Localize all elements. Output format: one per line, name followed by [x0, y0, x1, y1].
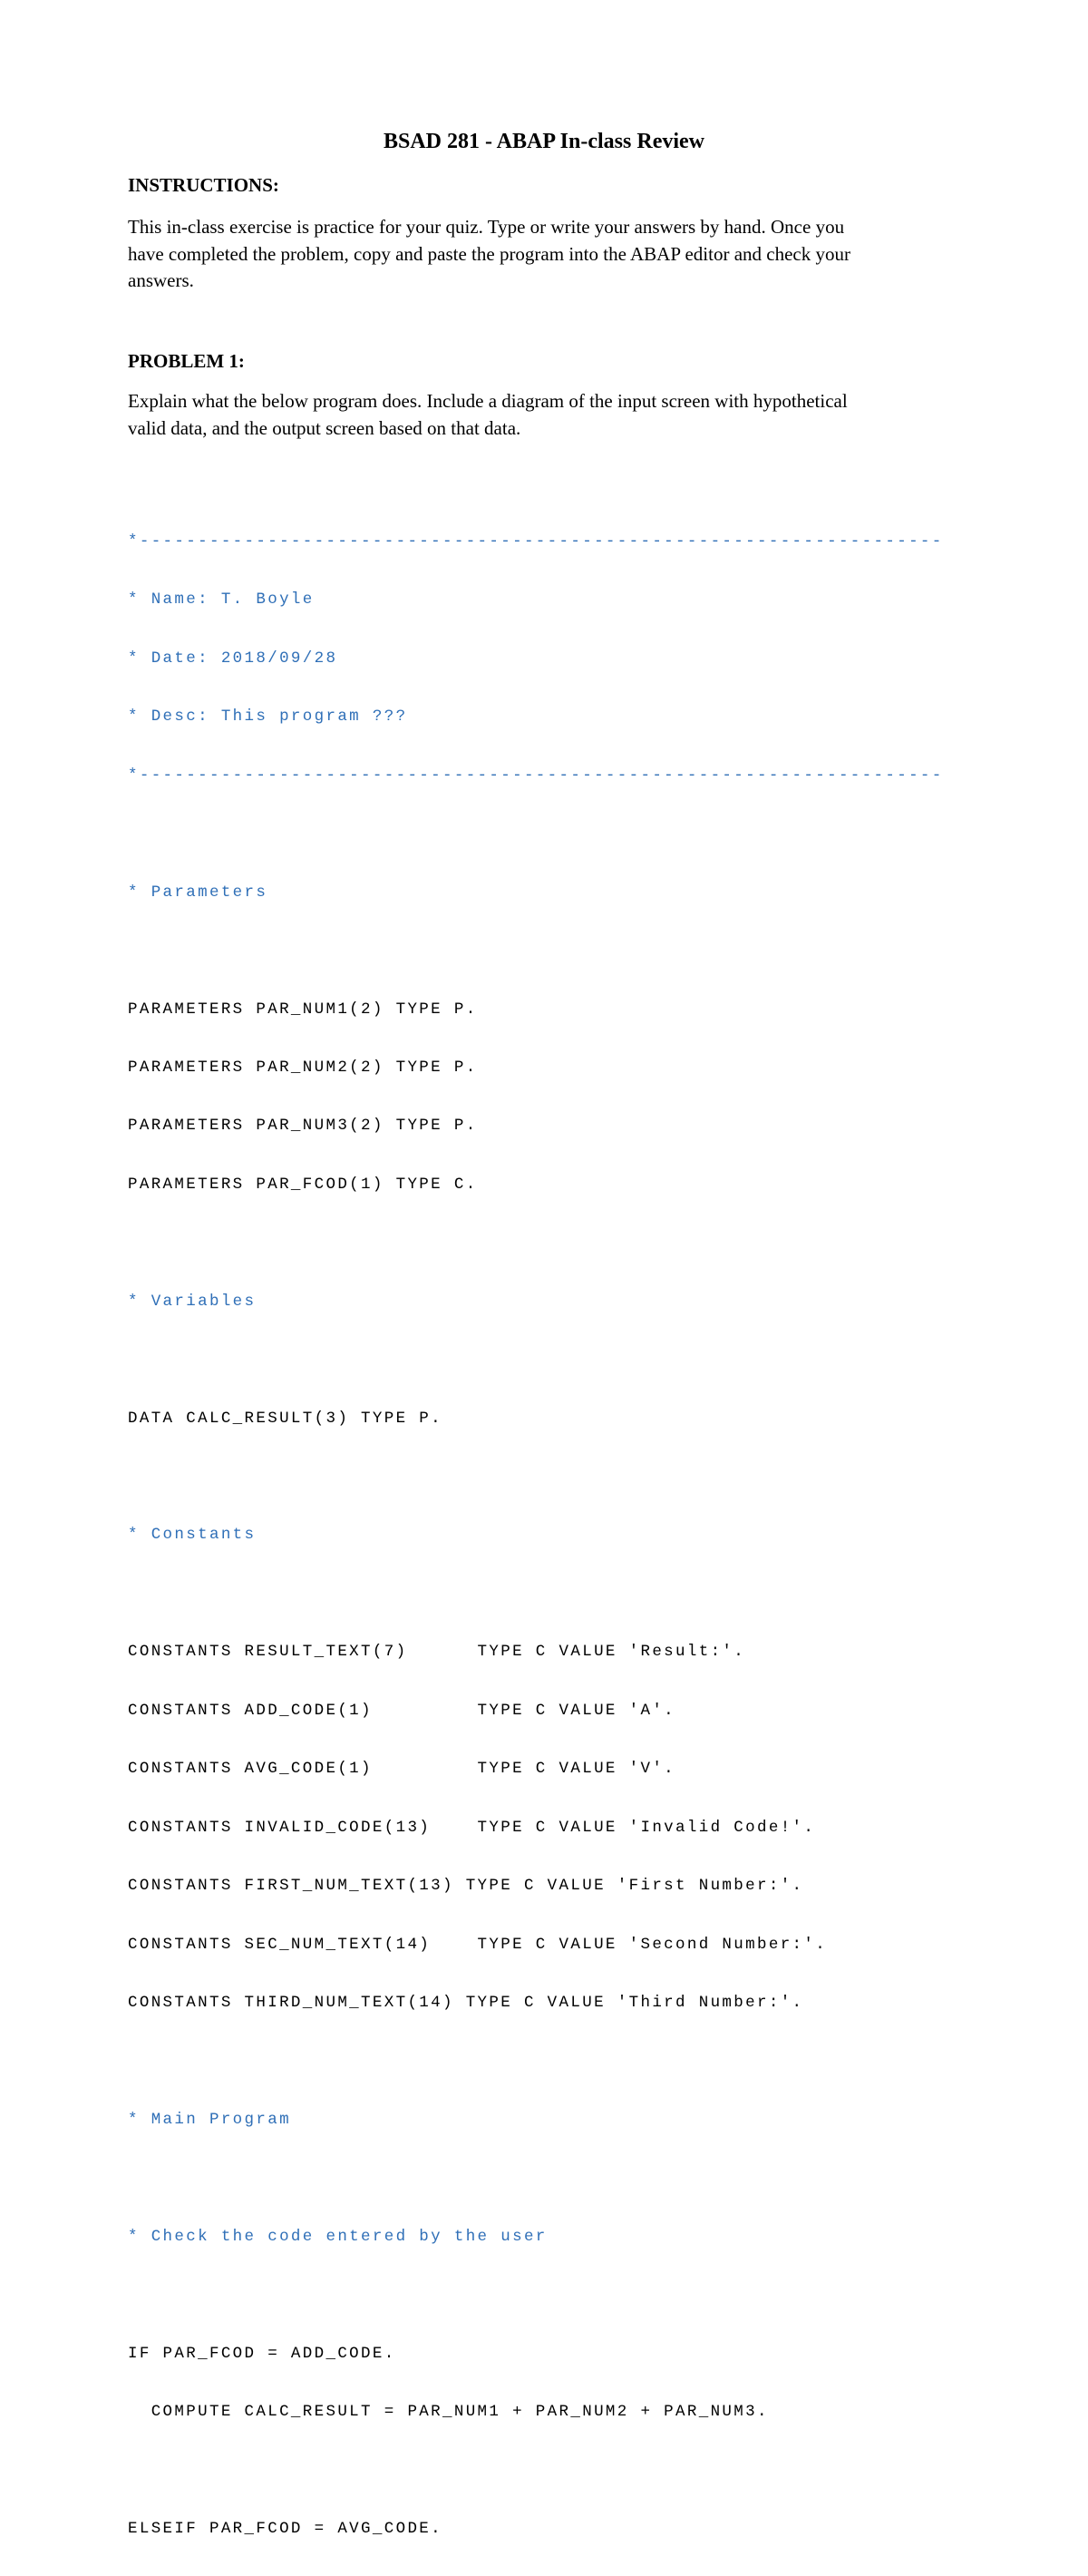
- code-blank-line: [128, 823, 944, 844]
- code-comment-line: * Name: T. Boyle: [128, 590, 315, 610]
- instructions-paragraph: [128, 214, 962, 295]
- instructions-heading: INSTRUCTIONS:: [128, 174, 279, 196]
- problem-heading: PROBLEM 1:: [128, 350, 245, 372]
- code-comment-line: * Constants: [128, 1526, 257, 1545]
- code-line: PARAMETERS PAR_FCOD(1) TYPE C.: [128, 1175, 478, 1194]
- code-line: PARAMETERS PAR_NUM2(2) TYPE P.: [128, 1058, 478, 1077]
- problem-line: Explain what the below program does. Include a diagram of the input screen with hypothetical: [128, 390, 848, 412]
- code-blank-line: [128, 1466, 944, 1488]
- instructions-line: This in-class exercise is practice for your quiz. Type or write your answers by hand. Once you: [128, 216, 845, 238]
- code-line: CONSTANTS FIRST_NUM_TEXT(13) TYPE C VALUE 'First Number:'.: [128, 1877, 804, 1896]
- code-line: PARAMETERS PAR_NUM3(2) TYPE P.: [128, 1117, 478, 1136]
- code-line: COMPUTE CALC_RESULT = PAR_NUM1 + PAR_NUM2 + PAR_NUM3.: [128, 2403, 769, 2421]
- code-line: CONSTANTS THIRD_NUM_TEXT(14) TYPE C VALUE 'Third Number:'.: [128, 1993, 804, 2012]
- code-blank-line: [128, 2167, 944, 2189]
- code-blank-line: [128, 2050, 944, 2072]
- code-line: CONSTANTS AVG_CODE(1) TYPE C VALUE 'V'.: [128, 1760, 676, 1779]
- code-comment-line: * Date: 2018/09/28: [128, 649, 338, 668]
- problem-line: valid data, and the output screen based on that data.: [128, 416, 521, 439]
- code-blank-line: [128, 2284, 944, 2306]
- code-comment-line: * Check the code entered by the user: [128, 2227, 548, 2246]
- code-line: DATA CALC_RESULT(3) TYPE P.: [128, 1409, 442, 1428]
- code-blank-line: [128, 1232, 944, 1254]
- code-line: CONSTANTS SEC_NUM_TEXT(14) TYPE C VALUE 'Second Number:'.: [128, 1935, 828, 1954]
- code-comment-line: * Variables: [128, 1292, 257, 1311]
- code-comment-line: * Desc: This program ???: [128, 707, 408, 727]
- code-line: IF PAR_FCOD = ADD_CODE.: [128, 2344, 396, 2363]
- code-line: CONSTANTS ADD_CODE(1) TYPE C VALUE 'A'.: [128, 1701, 676, 1720]
- code-comment-line: *---------------------------------------------------------------------: [128, 766, 944, 785]
- code-comment-line: * Main Program: [128, 2110, 291, 2129]
- code-line: PARAMETERS PAR_NUM1(2) TYPE P.: [128, 1000, 478, 1019]
- code-blank-line: [128, 1349, 944, 1371]
- code-line: CONSTANTS RESULT_TEXT(7) TYPE C VALUE 'Result:'.: [128, 1643, 746, 1662]
- code-line: ELSEIF PAR_FCOD = AVG_CODE.: [128, 2519, 442, 2538]
- problem-paragraph: [128, 388, 962, 442]
- code-listing: [128, 494, 944, 2576]
- document-title: BSAD 281 - ABAP In-class Review: [383, 130, 704, 153]
- code-comment-line: *---------------------------------------------------------------------: [128, 532, 944, 551]
- code-blank-line: [128, 2459, 944, 2481]
- code-blank-line: [128, 1583, 944, 1605]
- code-blank-line: [128, 940, 944, 961]
- code-comment-line: * Parameters: [128, 883, 268, 902]
- instructions-line: have completed the problem, copy and paste the program into the ABAP editor and check your: [128, 242, 850, 265]
- code-line: CONSTANTS INVALID_CODE(13) TYPE C VALUE 'Invalid Code!'.: [128, 1818, 816, 1837]
- instructions-line: answers.: [128, 269, 194, 291]
